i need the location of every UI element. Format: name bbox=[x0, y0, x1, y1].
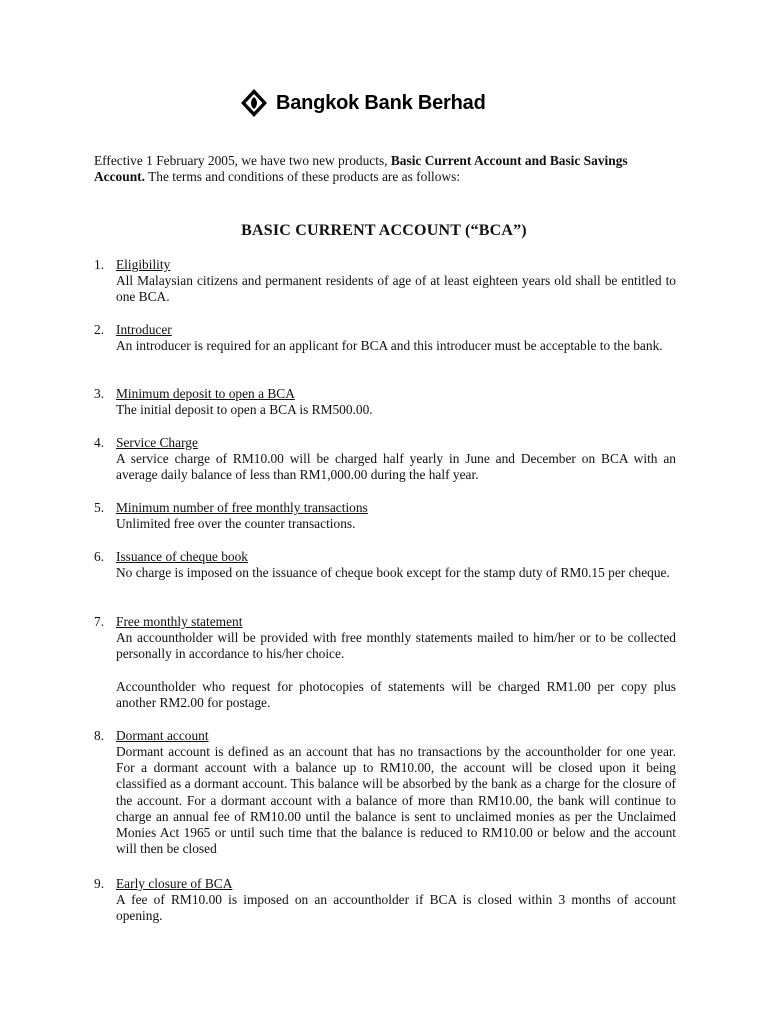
item-body: No charge is imposed on the issuance of cheque book except for the stamp duty of RM0.15 per cheque. bbox=[116, 565, 670, 580]
item-body-second: Accountholder who request for photocopies of statements will be charged RM1.00 per copy plus another RM2.00 for postage. bbox=[116, 679, 676, 711]
item-body: The initial deposit to open a BCA is RM500.00. bbox=[116, 402, 373, 417]
item-number: 4. bbox=[94, 435, 105, 450]
item-number: 8. bbox=[94, 728, 105, 743]
item-number: 6. bbox=[94, 549, 105, 564]
item-title: Issuance of cheque book bbox=[116, 549, 248, 564]
item-body: A service charge of RM10.00 will be charged half yearly in June and December on BCA with an average daily balance of less than RM1,000.00 during the half year. bbox=[116, 451, 676, 483]
item-title: Dormant account bbox=[116, 728, 209, 743]
item-title: Free monthly statement bbox=[116, 614, 243, 629]
item-body: A fee of RM10.00 is imposed on an accountholder if BCA is closed within 3 months of account opening. bbox=[116, 892, 676, 924]
bank-name: Bangkok Bank Berhad bbox=[276, 91, 486, 114]
item-title: Eligibility bbox=[116, 257, 171, 272]
bank-logo bbox=[240, 88, 486, 118]
item-title: Early closure of BCA bbox=[116, 876, 233, 891]
item-number: 7. bbox=[94, 614, 105, 629]
item-body: All Malaysian citizens and permanent residents of age of at least eighteen years old shall be entitled to one BCA. bbox=[116, 273, 676, 305]
item-number: 3. bbox=[94, 386, 105, 401]
item-number: 9. bbox=[94, 876, 105, 891]
intro-paragraph bbox=[94, 153, 674, 185]
item-body: Unlimited free over the counter transactions. bbox=[116, 516, 356, 531]
item-number: 5. bbox=[94, 500, 105, 515]
item-number: 1. bbox=[94, 257, 105, 272]
item-title: Introducer bbox=[116, 322, 172, 337]
item-body: An accountholder will be provided with free monthly statements mailed to him/her or to be collected personally in accordance to his/her choice. bbox=[116, 630, 676, 662]
item-title: Service Charge bbox=[116, 435, 198, 450]
intro-text-1: Effective 1 February 2005, we have two new products, bbox=[94, 153, 391, 168]
intro-text-2: The terms and conditions of these products are as follows: bbox=[144, 169, 461, 185]
section-heading: BASIC CURRENT ACCOUNT (“BCA”) bbox=[241, 222, 527, 239]
item-body: An introducer is required for an applicant for BCA and this introducer must be acceptable to the bank. bbox=[116, 338, 663, 353]
item-title: Minimum number of free monthly transactions bbox=[116, 500, 368, 515]
item-body: Dormant account is defined as an account that has no transactions by the accountholder for one year. For a dormant account with a balance up to RM10.00, the account will be closed upon it being classified as a dormant account. This balance will be absorbed by the bank as a charge for the closure of the account. For a dormant account with a balance of more than RM10.00, the bank will continue to charge an annual fee of RM10.00 until the balance is sent to unclaimed monies as per the Unclaimed Monies Act 1965 or until such time that the balance is reduced to RM10.00 or below and the account will then be closed bbox=[116, 744, 676, 857]
intro-products-bold: Basic Current Account and Basic Savings Account. bbox=[94, 153, 628, 185]
bangkok-bank-diamond-icon bbox=[240, 88, 268, 118]
item-number: 2. bbox=[94, 322, 105, 337]
item-title: Minimum deposit to open a BCA bbox=[116, 386, 295, 401]
